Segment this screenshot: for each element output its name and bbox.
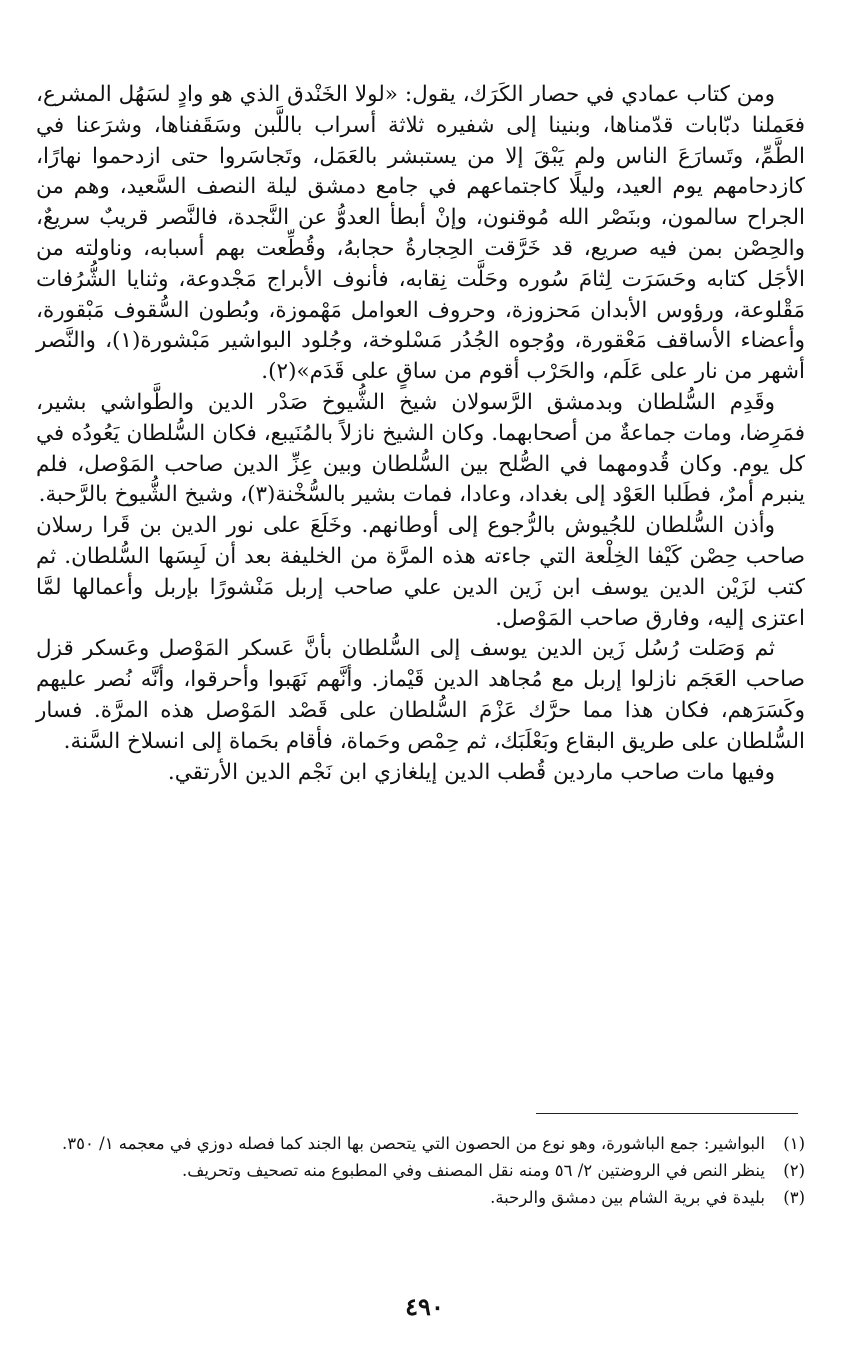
paragraph-mardin-death: وفيها مات صاحب ماردين قُطب الدين إيلغازي ابن نَجْم الدين الأرتقي.: [167, 759, 775, 785]
page-number: ٤٩٠: [405, 1292, 444, 1321]
footnote-number: (٣): [783, 1188, 805, 1207]
footnotes: [36, 1130, 805, 1211]
footnote-text: البواشير: جمع الباشورة، وهو نوع من الحصون التي يتحصن بها الجند كما فصله دوزي في معجمه ١/ ٣٥٠.: [62, 1134, 765, 1153]
footnote-text: ينظر النص في الروضتين ٢/ ٥٦ ومنه نقل المصنف وفي المطبوع منه تصحيف وتحريف.: [182, 1161, 765, 1180]
footnote-number: (٢): [783, 1161, 805, 1180]
paragraph-mosul-campaign: ثم وَصَلت رُسُل زَين الدين يوسف إلى السُّلطان بأنَّ عَسكر المَوْصل وعَسكر قزل صاحب العَجَم نازلوا إربل مع مُجاهد الدين قَيْماز. وأنَّهم نَهَبوا وأحرقوا، وأنَّه نُصر عليهم وكَسَرَهم، فكان هذا مما حرَّك عَزْمَ السُّلطان على قَصْد المَوْصل هذه المرَّة. فسار السُّلطان على طريق البقاع وبَعْلَبَك، ثم حِمْص وحَماة، فأقام بحَماة إلى انسلاخ السَّنة.: [36, 636, 805, 754]
footnote-item: [36, 1157, 805, 1184]
footnote-item: [36, 1130, 805, 1157]
main-text: [36, 80, 805, 788]
footnote-text: بليدة في برية الشام بين دمشق والرحبة.: [490, 1188, 765, 1207]
footnote-number: (١): [783, 1134, 805, 1153]
footnote-divider: [536, 1113, 798, 1114]
paragraph-armies-return: وأذن السُّلطان للجُيوش بالرُّجوع إلى أوطانهم. وخَلَعَ على نور الدين بن قَرا رسلان صاحب حِصْن كَيْفا الخِلْعة التي جاءته هذه المرَّة من الخليفة بعد أن لَبِسَها السُّلطان. ثم كتب لزَيْن الدين يوسف ابن زَين الدين علي صاحب إربل مَنْشورًا بإربل وأعمالها لمَّا اعتزى إليه، وفارق صاحب المَوْصل.: [36, 513, 805, 631]
paragraph-karak-siege: ومن كتاب عمادي في حصار الكَرَك، يقول: «لولا الخَنْدق الذي هو وادٍ لسَهُل المشرع، فعَملنا دبّابات قدّمناها، وبنينا إلى شفيره ثلاثة أسراب باللَّبن وسَقَفناها، وشرَعنا في الطَّمِّ، وتَسارَعَ الناس ولم يَبْقَ إلا من يستبشر بالعَمَل، وتَجاسَروا حتى ازدحموا نهارًا، كازدحامهم يوم العيد، وليلًا كاجتماعهم في جامع دمشق ليلة النصف السَّعيد، وهم من الجراح سالمون، وبنَصْر الله مُوقنون، وإنْ أبطأ العدوُّ عن النَّجدة، فالنَّصر قريبٌ سريعٌ، والحِصْن بمن فيه صريع، قد خَرَّقت الحِجارةُ حجابهُ، وقُطِّعت بهم أسبابه، وناولته من الأجَل كتابه وحَسَرَت لِثامَ سُوره وحَلَّت نِقابه، فأنوف الأبراج مَجْدوعة، وثنايا الشُّرُفات مَقْلوعة، ورؤوس الأبدان مَحزوزة، وحروف العوامل مَهْموزة، وبُطون السُّقوف مَبْقورة، وأعضاء الأساقف مَعْقورة، ووُجوه الجُدُر مَسْلوخة، وجُلود البواشير مَبْشورة(١)، والنَّصر أشهر من نار على عَلَم، والحَرْب أقوم من ساقٍ على قَدَم»(٢).: [36, 82, 805, 385]
footnote-item: [36, 1184, 805, 1211]
paragraph-envoys: وقَدِم السُّلطان وبدمشق الرَّسولان شيخ الشُّيوخ صَدْر الدين والطَّواشي بشير، فمَرِضا، ومات جماعةٌ من أصحابهما. وكان الشيخ نازلاً بالمُنَيبع، فكان السُّلطان يَعُودُه في كل يوم. وكان قُدومهما في الصُّلح بين السُّلطان وبين عِزِّ الدين صاحب المَوْصل، فلم ينبرم أمرٌ، فطَلبا العَوْد إلى بغداد، وعادا، فمات بشير بالسُّخْنة(٣)، وشيخ الشُّيوخ بالرَّحبة.: [36, 389, 805, 508]
